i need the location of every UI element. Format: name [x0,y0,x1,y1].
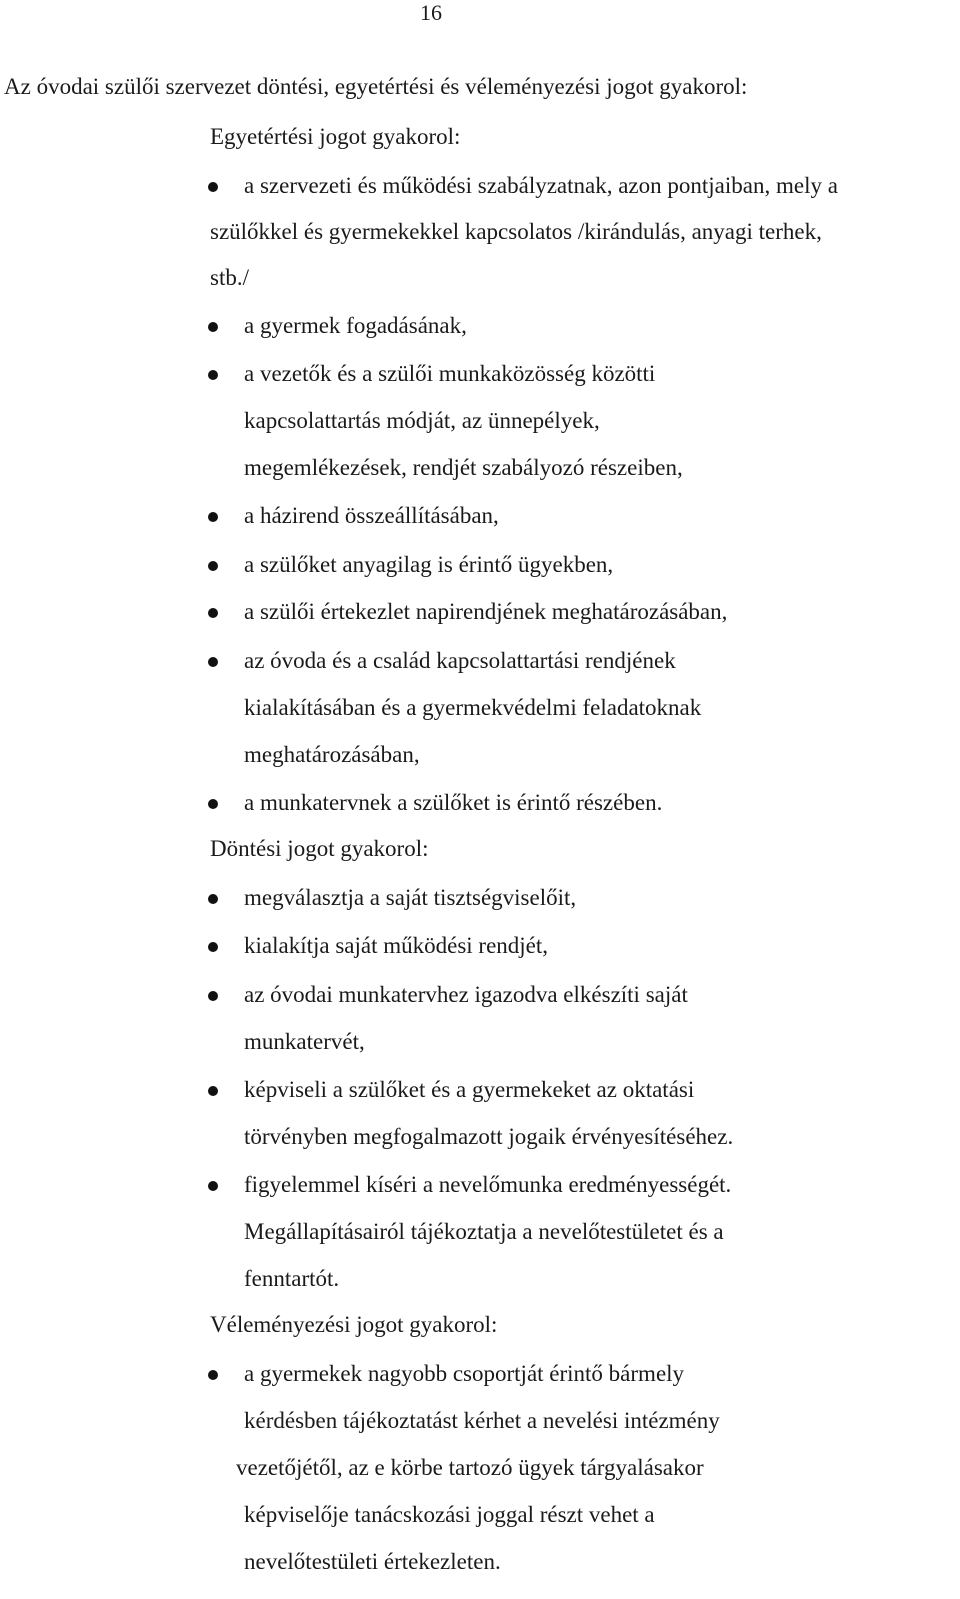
list-item-line: munkatervét, [244,1029,365,1054]
bullet-icon [208,991,218,1001]
intro-paragraph: Az óvodai szülői szervezet döntési, egyetértési és véleményezési jogot gyakorol: [4,74,748,99]
bullet-icon [208,1086,218,1096]
list-item-line: stb./ [210,265,249,290]
list-item-line: kialakításában és a gyermekvédelmi feladatoknak [244,695,702,720]
list-item-line: a szervezeti és működési szabályzatnak, azon pontjaiban, mely a [244,173,838,198]
list-item-line: a házirend összeállításában, [244,503,499,528]
list-item-line: a szülőket anyagilag is érintő ügyekben, [244,552,614,577]
agreement-heading: Egyetértési jogot gyakorol: [210,124,461,149]
list-item-line: a gyermek fogadásának, [244,313,467,338]
bullet-icon [208,561,218,571]
list-item-line: képviselője tanácskozási joggal részt vehet a [244,1502,655,1527]
list-item-line: a vezetők és a szülői munkaközösség közötti [244,361,656,386]
list-item-line: a szülői értekezlet napirendjének meghatározásában, [244,599,728,624]
bullet-icon [208,322,218,332]
list-item-line: kérdésben tájékoztatást kérhet a nevelési intézmény [244,1408,720,1433]
bullet-icon [208,182,218,192]
decision-heading: Döntési jogot gyakorol: [210,836,429,861]
list-item-line: figyelemmel kíséri a nevelőmunka eredményességét. [244,1172,732,1197]
list-item-line: a munkatervnek a szülőket is érintő részében. [244,790,663,815]
list-item-line: képviseli a szülőket és a gyermekeket az oktatási [244,1077,695,1102]
bullet-icon [208,657,218,667]
list-item-line: a gyermekek nagyobb csoportját érintő bármely [244,1361,685,1386]
bullet-icon [208,942,218,952]
bullet-icon [208,608,218,618]
opinion-heading: Véleményezési jogot gyakorol: [210,1312,498,1337]
bullet-icon [208,512,218,522]
bullet-icon [208,894,218,904]
list-item-line: az óvodai munkatervhez igazodva elkészíti saját [244,982,688,1007]
list-item-line: szülőkkel és gyermekekkel kapcsolatos /kirándulás, anyagi terhek, [210,219,822,244]
bullet-icon [208,1181,218,1191]
list-item-line: törvényben megfogalmazott jogaik érvényesítéséhez. [244,1124,734,1149]
page-number: 16 [420,0,442,25]
list-item-line: meghatározásában, [244,742,420,767]
list-item-line: Megállapításairól tájékoztatja a nevelőtestületet és a [244,1219,724,1244]
list-item-line: fenntartót. [244,1266,340,1291]
list-item-line: megemlékezések, rendjét szabályozó részeiben, [244,455,683,480]
list-item-line: vezetőjétől, az e körbe tartozó ügyek tárgyalásakor [236,1455,704,1480]
bullet-icon [208,370,218,380]
list-item-line: megválasztja a saját tisztségviselőit, [244,885,577,910]
bullet-icon [208,799,218,809]
bullet-icon [208,1370,218,1380]
list-item-line: kapcsolattartás módját, az ünnepélyek, [244,408,600,433]
list-item-line: kialakítja saját működési rendjét, [244,933,549,958]
list-item-line: nevelőtestületi értekezleten. [244,1549,501,1574]
list-item-line: az óvoda és a család kapcsolattartási rendjének [244,648,676,673]
